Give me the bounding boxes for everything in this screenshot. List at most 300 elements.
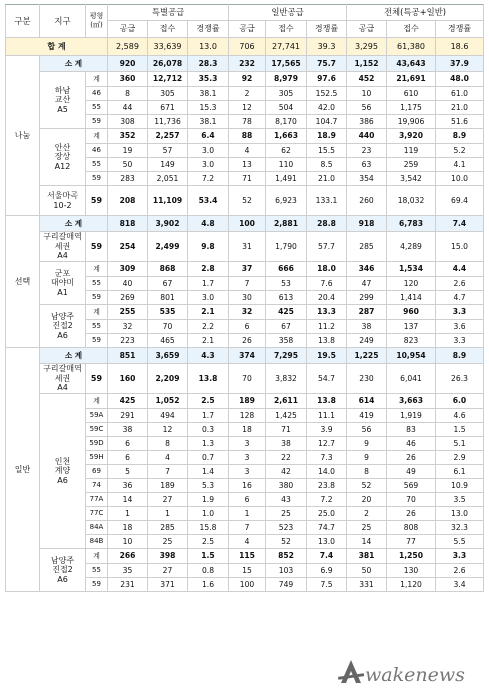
table-cell: 59D xyxy=(86,437,108,451)
subtotal-cell: 7.4 xyxy=(436,216,484,232)
header-ratio: 경쟁률 xyxy=(307,21,347,38)
table-cell: 1 xyxy=(108,507,148,521)
table-cell: 10.0 xyxy=(436,172,484,186)
table-cell: 3.0 xyxy=(188,291,229,305)
table-cell: 18 xyxy=(229,423,266,437)
header-supply: 공급 xyxy=(108,21,148,38)
table-cell: 56 xyxy=(347,101,387,115)
table-cell: 55 xyxy=(86,320,108,334)
table-cell: 59C xyxy=(86,423,108,437)
competition-table xyxy=(5,4,484,592)
site-name: 군포 대야미 A1 xyxy=(40,262,86,305)
table-cell: 20 xyxy=(347,493,387,507)
table-cell: 7.6 xyxy=(307,277,347,291)
group-cell: 18.9 xyxy=(307,129,347,144)
table-cell: 2.5 xyxy=(188,535,229,549)
header-ratio: 경쟁률 xyxy=(436,21,484,38)
table-cell: 32.3 xyxy=(436,521,484,535)
table-cell: 32 xyxy=(108,320,148,334)
site-group-row xyxy=(6,305,484,320)
group-cell: 6.4 xyxy=(188,129,229,144)
table-cell: 11,736 xyxy=(148,115,188,129)
total-cell: 61,380 xyxy=(387,38,436,56)
table-cell: 36 xyxy=(108,479,148,493)
table-cell: 71 xyxy=(266,423,307,437)
subtotal-cell: 232 xyxy=(229,56,266,72)
group-cell: 2.1 xyxy=(188,305,229,320)
total-cell: 18.6 xyxy=(436,38,484,56)
table-cell: 331 xyxy=(347,578,387,592)
group-cell: 255 xyxy=(108,305,148,320)
watermark-text: wakenews xyxy=(365,664,465,686)
table-cell: 69.4 xyxy=(436,186,484,216)
group-cell: 48.0 xyxy=(436,72,484,87)
table-cell: 6 xyxy=(108,451,148,465)
table-cell: 9 xyxy=(347,451,387,465)
subtotal-row xyxy=(6,216,484,232)
table-cell: 7.3 xyxy=(307,451,347,465)
table-cell: 18 xyxy=(108,521,148,535)
table-cell: 44 xyxy=(108,101,148,115)
header-apply: 접수 xyxy=(266,21,307,38)
table-cell: 59 xyxy=(86,186,108,216)
table-cell: 6,923 xyxy=(266,186,307,216)
table-cell: 3,832 xyxy=(266,364,307,394)
table-cell: 54.7 xyxy=(307,364,347,394)
group-label: 계 xyxy=(86,549,108,564)
region-label: 선택 xyxy=(6,216,40,348)
site-name: 서울마곡 10-2 xyxy=(40,186,86,216)
table-cell: 504 xyxy=(266,101,307,115)
group-cell: 37 xyxy=(229,262,266,277)
header-supply: 공급 xyxy=(229,21,266,38)
table-cell: 47 xyxy=(347,277,387,291)
table-cell: 4 xyxy=(229,535,266,549)
group-cell: 35.3 xyxy=(188,72,229,87)
table-cell: 1,491 xyxy=(266,172,307,186)
table-cell: 50 xyxy=(108,158,148,172)
table-cell: 1.5 xyxy=(436,423,484,437)
group-cell: 425 xyxy=(266,305,307,320)
table-cell: 52 xyxy=(347,479,387,493)
table-cell: 8,170 xyxy=(266,115,307,129)
table-cell: 25 xyxy=(148,535,188,549)
table-cell: 52 xyxy=(229,186,266,216)
table-cell: 62 xyxy=(266,144,307,158)
table-cell: 59A xyxy=(86,409,108,423)
subtotal-cell: 8.9 xyxy=(436,348,484,364)
group-label: 계 xyxy=(86,305,108,320)
table-cell: 27 xyxy=(148,564,188,578)
region-label: 나눔 xyxy=(6,56,40,216)
header-general: 일반공급 xyxy=(229,5,347,21)
table-cell: 55 xyxy=(86,101,108,115)
group-cell: 1,534 xyxy=(387,262,436,277)
table-cell: 59 xyxy=(86,115,108,129)
subtotal-cell: 374 xyxy=(229,348,266,364)
site-group-row xyxy=(6,549,484,564)
subtotal-cell: 851 xyxy=(108,348,148,364)
group-cell: 97.6 xyxy=(307,72,347,87)
table-cell: 57 xyxy=(148,144,188,158)
site-name: 인천 계양 A6 xyxy=(40,394,86,549)
group-cell: 32 xyxy=(229,305,266,320)
table-cell: 3,542 xyxy=(387,172,436,186)
subtotal-cell: 100 xyxy=(229,216,266,232)
table-cell: 74 xyxy=(86,479,108,493)
total-cell: 3,295 xyxy=(347,38,387,56)
table-cell: 231 xyxy=(108,578,148,592)
table-cell: 13.8 xyxy=(307,334,347,348)
group-cell: 2,611 xyxy=(266,394,307,409)
subtotal-cell: 1,225 xyxy=(347,348,387,364)
subtotal-cell: 818 xyxy=(108,216,148,232)
table-cell: 13.8 xyxy=(188,364,229,394)
table-cell: 1,120 xyxy=(387,578,436,592)
table-cell: 26.3 xyxy=(436,364,484,394)
table-cell: 465 xyxy=(148,334,188,348)
table-cell: 53.4 xyxy=(188,186,229,216)
table-cell: 130 xyxy=(387,564,436,578)
table-cell: 371 xyxy=(148,578,188,592)
table-cell: 42.0 xyxy=(307,101,347,115)
subtotal-label: 소 계 xyxy=(40,56,108,72)
table-cell: 53 xyxy=(266,277,307,291)
table-cell: 23.8 xyxy=(307,479,347,493)
table-cell: 3 xyxy=(229,465,266,479)
table-cell: 104.7 xyxy=(307,115,347,129)
table-cell: 19 xyxy=(108,144,148,158)
table-cell: 46 xyxy=(86,87,108,101)
table-cell: 59 xyxy=(86,364,108,394)
table-cell: 25 xyxy=(266,507,307,521)
group-cell: 13.8 xyxy=(307,394,347,409)
table-cell: 354 xyxy=(347,172,387,186)
table-cell: 13.0 xyxy=(436,507,484,521)
table-cell: 5.3 xyxy=(188,479,229,493)
table-cell: 16 xyxy=(229,479,266,493)
table-body xyxy=(6,38,484,592)
group-cell: 852 xyxy=(266,549,307,564)
table-cell: 14 xyxy=(347,535,387,549)
table-cell: 11,109 xyxy=(148,186,188,216)
table-cell: 55 xyxy=(86,277,108,291)
table-cell: 25.0 xyxy=(307,507,347,521)
table-cell: 419 xyxy=(347,409,387,423)
site-row xyxy=(6,186,484,216)
site-row xyxy=(6,232,484,262)
subtotal-cell: 920 xyxy=(108,56,148,72)
group-cell: 398 xyxy=(148,549,188,564)
table-cell: 9.8 xyxy=(188,232,229,262)
group-cell: 1,250 xyxy=(387,549,436,564)
table-cell: 110 xyxy=(266,158,307,172)
group-cell: 614 xyxy=(347,394,387,409)
table-cell: 358 xyxy=(266,334,307,348)
table-cell: 59 xyxy=(86,232,108,262)
subtotal-row xyxy=(6,56,484,72)
subtotal-cell: 75.7 xyxy=(307,56,347,72)
group-cell: 3,663 xyxy=(387,394,436,409)
table-cell: 12 xyxy=(229,101,266,115)
group-cell: 287 xyxy=(347,305,387,320)
subtotal-cell: 3,902 xyxy=(148,216,188,232)
subtotal-cell: 2,881 xyxy=(266,216,307,232)
table-cell: 10 xyxy=(108,535,148,549)
table-cell: 49 xyxy=(387,465,436,479)
table-cell: 149 xyxy=(148,158,188,172)
table-cell: 1,175 xyxy=(387,101,436,115)
group-cell: 189 xyxy=(229,394,266,409)
table-cell: 26 xyxy=(229,334,266,348)
table-cell: 4.1 xyxy=(436,158,484,172)
table-cell: 152.5 xyxy=(307,87,347,101)
table-cell: 808 xyxy=(387,521,436,535)
table-cell: 2,209 xyxy=(148,364,188,394)
table-cell: 6 xyxy=(229,320,266,334)
table-cell: 10.9 xyxy=(436,479,484,493)
table-cell: 610 xyxy=(387,87,436,101)
table-cell: 63 xyxy=(347,158,387,172)
group-cell: 2.8 xyxy=(188,262,229,277)
table-cell: 230 xyxy=(347,364,387,394)
table-cell: 8 xyxy=(148,437,188,451)
site-name: 하남 교산 A5 xyxy=(40,72,86,129)
table-cell: 671 xyxy=(148,101,188,115)
table-cell: 0.8 xyxy=(188,564,229,578)
group-cell: 88 xyxy=(229,129,266,144)
group-cell: 352 xyxy=(108,129,148,144)
table-cell: 3.5 xyxy=(436,493,484,507)
table-cell: 1 xyxy=(229,507,266,521)
table-cell: 70 xyxy=(387,493,436,507)
table-cell: 749 xyxy=(266,578,307,592)
table-cell: 1 xyxy=(148,507,188,521)
table-cell: 254 xyxy=(108,232,148,262)
table-cell: 77C xyxy=(86,507,108,521)
group-cell: 868 xyxy=(148,262,188,277)
table-cell: 69 xyxy=(86,465,108,479)
table-cell: 74.7 xyxy=(307,521,347,535)
table-cell: 23 xyxy=(347,144,387,158)
subtotal-cell: 6,783 xyxy=(387,216,436,232)
header-jiku: 지구 xyxy=(40,5,86,38)
table-cell: 133.1 xyxy=(307,186,347,216)
table-cell: 2,499 xyxy=(148,232,188,262)
table-cell: 38 xyxy=(108,423,148,437)
table-cell: 4 xyxy=(148,451,188,465)
table-cell: 5.2 xyxy=(436,144,484,158)
table-cell: 3.6 xyxy=(436,320,484,334)
group-cell: 3.3 xyxy=(436,549,484,564)
table-cell: 18,032 xyxy=(387,186,436,216)
table-cell: 1,919 xyxy=(387,409,436,423)
table-cell: 100 xyxy=(229,578,266,592)
table-cell: 13 xyxy=(229,158,266,172)
table-cell: 160 xyxy=(108,364,148,394)
group-label: 계 xyxy=(86,72,108,87)
group-cell: 960 xyxy=(387,305,436,320)
table-cell: 7 xyxy=(229,521,266,535)
table-cell: 223 xyxy=(108,334,148,348)
subtotal-cell: 1,152 xyxy=(347,56,387,72)
table-cell: 2.6 xyxy=(436,564,484,578)
header-special: 특별공급 xyxy=(108,5,229,21)
group-cell: 535 xyxy=(148,305,188,320)
header-apply: 접수 xyxy=(148,21,188,38)
table-cell: 120 xyxy=(387,277,436,291)
table-cell: 3.3 xyxy=(436,334,484,348)
table-cell: 59H xyxy=(86,451,108,465)
watermark-logo xyxy=(337,657,483,687)
total-cell: 39.3 xyxy=(307,38,347,56)
site-name: 남양주 진접2 A6 xyxy=(40,305,86,348)
table-cell: 3.9 xyxy=(307,423,347,437)
table-cell: 67 xyxy=(148,277,188,291)
table-cell: 59 xyxy=(86,172,108,186)
table-cell: 8.5 xyxy=(307,158,347,172)
group-cell: 381 xyxy=(347,549,387,564)
table-cell: 0.3 xyxy=(188,423,229,437)
subtotal-label: 소 계 xyxy=(40,216,108,232)
table-cell: 1,425 xyxy=(266,409,307,423)
table-cell: 1,790 xyxy=(266,232,307,262)
table-cell: 70 xyxy=(148,320,188,334)
table-cell: 6 xyxy=(229,493,266,507)
site-group-row xyxy=(6,129,484,144)
site-name: 남양주 진접2 A6 xyxy=(40,549,86,592)
table-cell: 291 xyxy=(108,409,148,423)
table-cell: 285 xyxy=(347,232,387,262)
table-cell: 1.6 xyxy=(188,578,229,592)
subtotal-cell: 28.3 xyxy=(188,56,229,72)
table-cell: 67 xyxy=(266,320,307,334)
table-cell: 26 xyxy=(387,507,436,521)
group-cell: 666 xyxy=(266,262,307,277)
header-gubun: 구분 xyxy=(6,5,40,38)
table-cell: 305 xyxy=(148,87,188,101)
table-cell: 57.7 xyxy=(307,232,347,262)
subtotal-cell: 43,643 xyxy=(387,56,436,72)
table-cell: 70 xyxy=(229,364,266,394)
group-cell: 92 xyxy=(229,72,266,87)
group-cell: 2,257 xyxy=(148,129,188,144)
table-cell: 569 xyxy=(387,479,436,493)
table-cell: 84B xyxy=(86,535,108,549)
table-cell: 6,041 xyxy=(387,364,436,394)
table-cell: 59 xyxy=(86,334,108,348)
table-cell: 1.7 xyxy=(188,277,229,291)
table-cell: 0.7 xyxy=(188,451,229,465)
table-cell: 12 xyxy=(148,423,188,437)
table-cell: 2.6 xyxy=(436,277,484,291)
group-cell: 3,920 xyxy=(387,129,436,144)
table-cell: 31 xyxy=(229,232,266,262)
group-cell: 4.4 xyxy=(436,262,484,277)
total-label: 합 계 xyxy=(6,38,108,56)
table-cell: 494 xyxy=(148,409,188,423)
group-cell: 1.5 xyxy=(188,549,229,564)
table-cell: 84A xyxy=(86,521,108,535)
site-row xyxy=(6,364,484,394)
table-cell: 15.0 xyxy=(436,232,484,262)
total-cell: 13.0 xyxy=(188,38,229,56)
table-cell: 7.5 xyxy=(307,578,347,592)
table-cell: 77 xyxy=(387,535,436,549)
table-cell: 3 xyxy=(229,451,266,465)
table-cell: 51.6 xyxy=(436,115,484,129)
header-pyeong: 평형 (㎡) xyxy=(86,5,108,38)
table-cell: 4.6 xyxy=(436,409,484,423)
table-cell: 208 xyxy=(108,186,148,216)
site-name: 구리갈매역 세권 A4 xyxy=(40,232,86,262)
table-cell: 61.0 xyxy=(436,87,484,101)
site-name: 구리갈매역 세권 A4 xyxy=(40,364,86,394)
table-cell: 269 xyxy=(108,291,148,305)
subtotal-cell: 19.5 xyxy=(307,348,347,364)
header-ratio: 경쟁률 xyxy=(188,21,229,38)
table-cell: 15.8 xyxy=(188,521,229,535)
table-cell: 823 xyxy=(387,334,436,348)
table-cell: 12.7 xyxy=(307,437,347,451)
group-label: 계 xyxy=(86,129,108,144)
subtotal-cell: 3,659 xyxy=(148,348,188,364)
total-row xyxy=(6,38,484,56)
total-cell: 2,589 xyxy=(108,38,148,56)
table-cell: 119 xyxy=(387,144,436,158)
table-cell: 613 xyxy=(266,291,307,305)
table-cell: 3.4 xyxy=(436,578,484,592)
group-cell: 115 xyxy=(229,549,266,564)
table-cell: 6.9 xyxy=(307,564,347,578)
table-cell: 386 xyxy=(347,115,387,129)
subtotal-cell: 26,078 xyxy=(148,56,188,72)
table-cell: 4,289 xyxy=(387,232,436,262)
table-cell: 308 xyxy=(108,115,148,129)
group-cell: 18.0 xyxy=(307,262,347,277)
group-label: 계 xyxy=(86,262,108,277)
table-cell: 22 xyxy=(266,451,307,465)
subtotal-cell: 918 xyxy=(347,216,387,232)
subtotal-cell: 7,295 xyxy=(266,348,307,364)
table-cell: 38.1 xyxy=(188,115,229,129)
table-cell: 7 xyxy=(148,465,188,479)
table-cell: 19,906 xyxy=(387,115,436,129)
table-cell: 30 xyxy=(229,291,266,305)
table-cell: 1.0 xyxy=(188,507,229,521)
group-cell: 8,979 xyxy=(266,72,307,87)
table-cell: 27 xyxy=(148,493,188,507)
subtotal-cell: 4.8 xyxy=(188,216,229,232)
table-cell: 7.2 xyxy=(188,172,229,186)
table-cell: 14 xyxy=(108,493,148,507)
site-group-row xyxy=(6,72,484,87)
group-cell: 1,663 xyxy=(266,129,307,144)
table-cell: 38.1 xyxy=(188,87,229,101)
table-cell: 2.2 xyxy=(188,320,229,334)
group-cell: 7.4 xyxy=(307,549,347,564)
table-cell: 11.2 xyxy=(307,320,347,334)
table-cell: 15.5 xyxy=(307,144,347,158)
table-cell: 1.9 xyxy=(188,493,229,507)
table-cell: 128 xyxy=(229,409,266,423)
total-cell: 27,741 xyxy=(266,38,307,56)
table-cell: 46 xyxy=(86,144,108,158)
table-cell: 56 xyxy=(347,423,387,437)
table-cell: 5.5 xyxy=(436,535,484,549)
table-cell: 38 xyxy=(266,437,307,451)
table-cell: 189 xyxy=(148,479,188,493)
